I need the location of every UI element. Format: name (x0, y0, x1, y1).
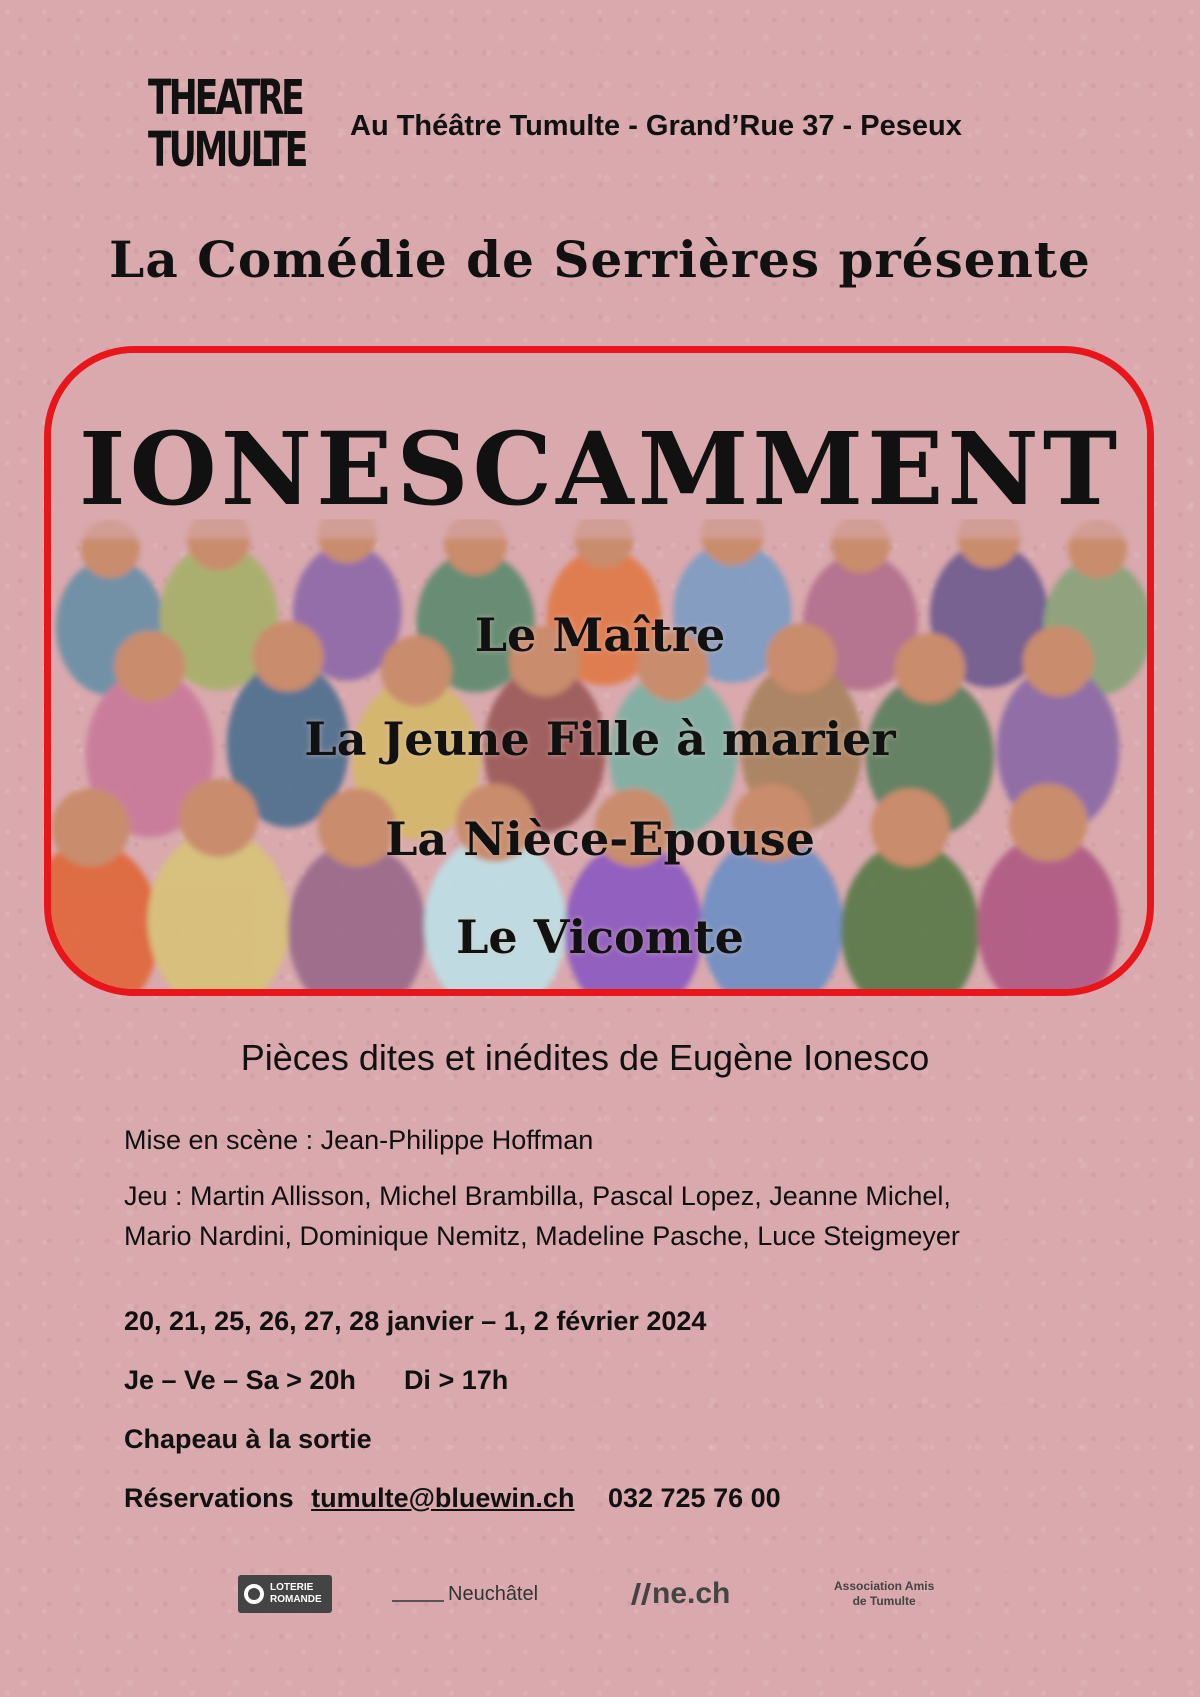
cast-credit-line-1: Jeu : Martin Allisson, Michel Brambilla, Pascal Lopez, Jeanne Michel, (124, 1181, 951, 1211)
reservations-phone: 032 725 76 00 (607, 1483, 781, 1513)
neuchatel-label: Neuchâtel (448, 1582, 539, 1605)
entry-info: Chapeau à la sortie (124, 1424, 372, 1454)
sunday-time: Di > 17h (403, 1365, 509, 1395)
play-title-3: La Nièce-Epouse (385, 812, 815, 866)
reservations-email-link[interactable]: tumulte@bluewin.ch (311, 1483, 575, 1513)
association-line-1: Association Amis (834, 1579, 935, 1593)
logo-line-2: TUMULTE (148, 122, 306, 178)
association-line-2: de Tumulte (852, 1594, 916, 1608)
ne-ch-logo (634, 1572, 730, 1616)
loterie-line-1: LOTERIE (270, 1582, 314, 1593)
play-title-4: Le Vicomte (456, 910, 744, 964)
venue-address: Au Théâtre Tumulte - Grand’Rue 37 - Peseux (350, 110, 962, 142)
theatre-tumulte-logo (148, 70, 306, 200)
show-subtitle: Pièces dites et inédites de Eugène Ionesco (240, 1037, 930, 1078)
association-amis-logo (834, 1572, 934, 1616)
play-title-1: Le Maître (474, 608, 726, 662)
logo-line-1: THEATRE (148, 70, 302, 126)
presenter-line: La Comédie de Serrières présente (109, 230, 1091, 289)
reservations-label: Réservations (124, 1483, 294, 1513)
weekday-times: Je – Ve – Sa > 20h (124, 1365, 356, 1395)
neuchatel-wave-icon (392, 1586, 444, 1602)
loterie-circle-icon (244, 1584, 264, 1604)
loterie-romande-logo (238, 1572, 332, 1616)
ne-stripes-icon (631, 1583, 651, 1605)
performance-dates: 20, 21, 25, 26, 27, 28 janvier – 1, 2 février 2024 (124, 1306, 707, 1336)
ne-ch-label: ne.ch (652, 1577, 731, 1610)
cast-credit-line-2: Mario Nardini, Dominique Nemitz, Madeline Pasche, Luce Steigmeyer (124, 1221, 960, 1251)
show-title: IONESCAMMENT (78, 410, 1122, 528)
direction-credit: Mise en scène : Jean-Philippe Hoffman (124, 1125, 594, 1155)
neuchatel-city-logo (392, 1572, 538, 1616)
loterie-line-2: ROMANDE (270, 1594, 322, 1605)
performance-times (124, 1365, 508, 1396)
play-title-2: La Jeune Fille à marier (304, 712, 896, 766)
reservations (124, 1483, 781, 1514)
sponsor-logos (0, 1572, 1200, 1622)
